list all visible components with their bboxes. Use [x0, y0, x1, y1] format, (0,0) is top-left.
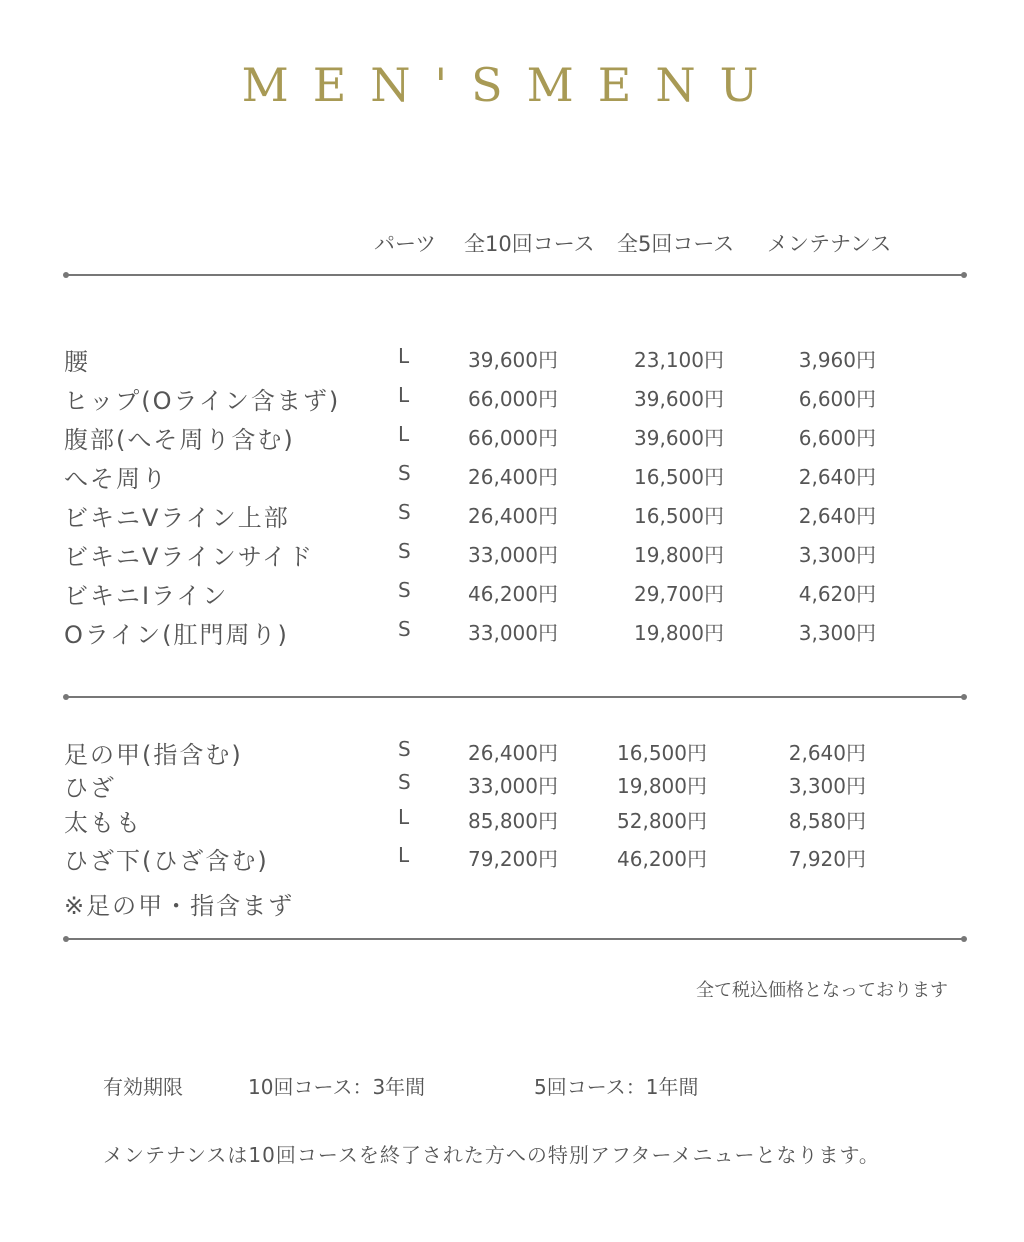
size-code: S	[398, 617, 411, 641]
price-maintenance: 3,300円	[788, 774, 866, 798]
part-name: Oライン(肛門周り)	[64, 621, 289, 649]
part-name: 腹部(へそ周り含む)	[64, 426, 295, 454]
price-maintenance: 6,600円	[798, 426, 876, 450]
size-code: S	[398, 500, 411, 524]
price-course5: 23,100円	[634, 348, 724, 372]
tax-note: 全て税込価格となっております	[696, 980, 948, 1001]
size-code: S	[398, 539, 411, 563]
part-name: ひざ	[64, 774, 116, 802]
part-name: ビキニIライン	[64, 582, 229, 610]
price-course10: 39,600円	[468, 348, 558, 372]
size-code: L	[398, 843, 410, 867]
price-maintenance: 4,620円	[798, 582, 876, 606]
size-code: S	[398, 737, 411, 761]
table-row	[0, 770, 1024, 806]
table-row	[0, 737, 1024, 773]
price-course5: 19,800円	[634, 543, 724, 567]
price-maintenance: 3,300円	[798, 543, 876, 567]
price-maintenance: 2,640円	[798, 465, 876, 489]
price-course5: 16,500円	[634, 504, 724, 528]
table-row	[0, 344, 1024, 380]
price-maintenance: 3,300円	[798, 621, 876, 645]
price-maintenance: 2,640円	[798, 504, 876, 528]
table-row	[0, 500, 1024, 536]
price-course5: 29,700円	[634, 582, 724, 606]
divider-top	[66, 274, 964, 276]
size-code: L	[398, 344, 410, 368]
price-course10: 33,000円	[468, 543, 558, 567]
validity-course5: 5回コース：1年間	[534, 1075, 699, 1099]
price-course10: 26,400円	[468, 504, 558, 528]
header-part: パーツ	[374, 232, 437, 256]
size-code: S	[398, 461, 411, 485]
part-name: へそ周り	[64, 465, 168, 493]
validity-label: 有効期限	[103, 1075, 183, 1099]
price-course5: 19,800円	[617, 774, 707, 798]
table-row	[0, 383, 1024, 419]
price-course10: 26,400円	[468, 741, 558, 765]
part-name: 太もも	[64, 809, 142, 837]
price-maintenance: 2,640円	[788, 741, 866, 765]
price-maintenance: 8,580円	[788, 809, 866, 833]
validity-course10: 10回コース：3年間	[248, 1075, 426, 1099]
table-row	[0, 461, 1024, 497]
table-row	[0, 617, 1024, 653]
price-maintenance: 7,920円	[788, 847, 866, 871]
price-course10: 85,800円	[468, 809, 558, 833]
price-course5: 39,600円	[634, 387, 724, 411]
table-row	[0, 539, 1024, 575]
divider-bottom	[66, 938, 964, 940]
table-row	[0, 805, 1024, 841]
table-row	[0, 578, 1024, 614]
price-course5: 39,600円	[634, 426, 724, 450]
section2-note: ※足の甲・指含まず	[64, 892, 295, 920]
part-name: ヒップ(Oライン含まず)	[64, 387, 341, 415]
price-maintenance: 6,600円	[798, 387, 876, 411]
price-course5: 19,800円	[634, 621, 724, 645]
price-course10: 33,000円	[468, 774, 558, 798]
size-code: L	[398, 383, 410, 407]
size-code: L	[398, 422, 410, 446]
divider-middle	[66, 696, 964, 698]
size-code: S	[398, 770, 411, 794]
table-row	[0, 843, 1024, 879]
part-name: ひざ下(ひざ含む)	[64, 847, 269, 875]
price-course10: 33,000円	[468, 621, 558, 645]
price-maintenance: 3,960円	[798, 348, 876, 372]
price-course10: 79,200円	[468, 847, 558, 871]
price-course5: 16,500円	[617, 741, 707, 765]
size-code: L	[398, 805, 410, 829]
header-course10: 全10回コース	[464, 232, 595, 256]
price-course5: 52,800円	[617, 809, 707, 833]
price-course5: 46,200円	[617, 847, 707, 871]
price-course10: 26,400円	[468, 465, 558, 489]
header-maintenance: メンテナンス	[767, 232, 892, 256]
table-row	[0, 422, 1024, 458]
price-course10: 66,000円	[468, 426, 558, 450]
part-name: 腰	[64, 348, 90, 376]
size-code: S	[398, 578, 411, 602]
price-course10: 46,200円	[468, 582, 558, 606]
part-name: 足の甲(指含む)	[64, 741, 243, 769]
part-name: ビキニVライン上部	[64, 504, 290, 532]
page-title: MEN'SMENU	[241, 58, 783, 112]
price-course10: 66,000円	[468, 387, 558, 411]
header-course5: 全5回コース	[617, 232, 735, 256]
price-course5: 16,500円	[634, 465, 724, 489]
part-name: ビキニVラインサイド	[64, 543, 315, 571]
maintenance-note: メンテナンスは10回コースを終了された方への特別アフターメニューとなります。	[103, 1143, 880, 1167]
